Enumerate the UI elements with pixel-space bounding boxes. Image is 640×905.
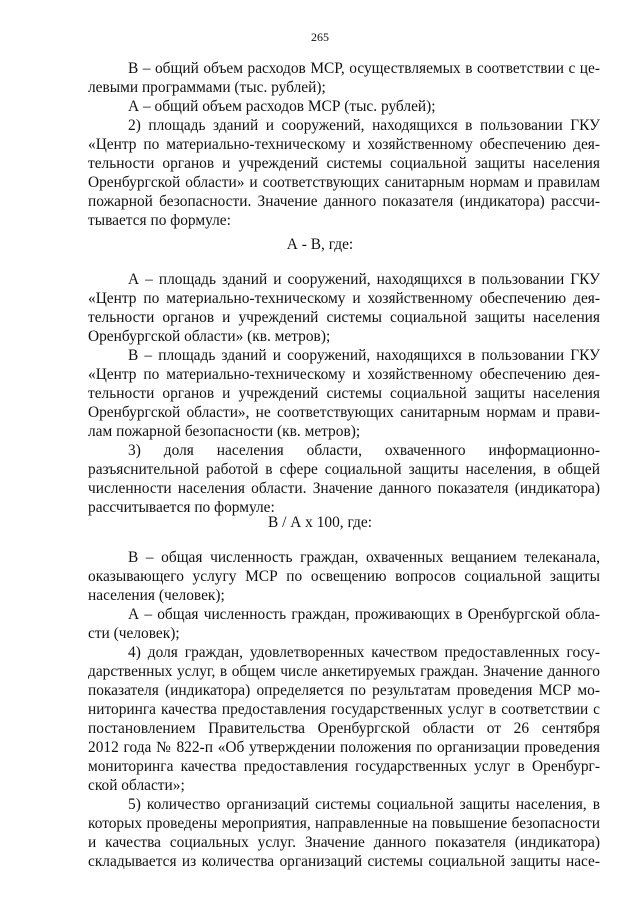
text-line: 4) доля граждан, удовлетворенных качеством предоставленных госу- xyxy=(128,644,600,661)
text-line: ской области»; xyxy=(88,777,185,794)
text-line: лам пожарной безопасности (кв. метров); xyxy=(88,423,361,440)
text-line: тельности органов и учреждений системы социальной защиты населения xyxy=(88,309,600,326)
text-line: тельности органов и учреждений системы социальной защиты населения xyxy=(88,385,600,402)
text-line: и качества социальных услуг. Значение данного показателя (индикатора) xyxy=(88,834,600,851)
text-line: А – площадь зданий и сооружений, находящихся в пользовании ГКУ xyxy=(128,271,600,288)
paragraph-block-3 xyxy=(88,548,600,871)
paragraph-block-2 xyxy=(88,270,600,517)
text-line: разъяснительной работой в сфере социальной защиты населения, в общей xyxy=(88,461,600,478)
text-line: В – общий объем расходов МСР, осуществляемых в соответствии с це- xyxy=(128,60,600,77)
text-line: дарственных услуг, в общем числе анкетируемых граждан. Значение данного xyxy=(88,663,600,680)
text-line: показателя (индикатора) определяется по результатам проведения МСР мо- xyxy=(88,682,600,699)
text-line: мониторинга качества предоставления государственных услуг в Оренбург- xyxy=(88,758,600,775)
text-line: складывается из количества организаций системы социальной защиты насе- xyxy=(88,853,600,870)
text-line: 2012 года № 822-п «Об утверждении положения по организации проведения xyxy=(88,739,600,756)
text-line: «Центр по материально-техническому и хозяйственному обеспечению дея- xyxy=(88,136,600,153)
text-line: В – площадь зданий и сооружений, находящихся в пользовании ГКУ xyxy=(128,347,600,364)
formula-1: А - В, где: xyxy=(286,236,354,253)
text-line: левыми программами (тыс. рублей); xyxy=(88,79,326,96)
text-line: А – общий объем расходов МСР (тыс. рублей); xyxy=(128,98,436,115)
text-line: тельности органов и учреждений системы социальной защиты населения xyxy=(88,155,600,172)
text-line: которых проведены мероприятия, направленные на повышение безопасности xyxy=(88,815,600,832)
text-line: оказывающего услугу МСР по освещению вопросов социальной защиты xyxy=(88,568,600,585)
text-line: тывается по формуле: xyxy=(88,212,231,229)
text-line: 3) доля населения области, охваченного информационно- xyxy=(128,442,600,459)
text-line: Оренбургской области» и соответствующих санитарным нормам и правилам xyxy=(88,174,600,191)
text-line: ниторинга качества предоставления государственных услуг в соответствии с xyxy=(88,701,600,718)
text-line: В – общая численность граждан, охваченных вещанием телеканала, xyxy=(128,549,600,566)
text-line: Оренбургской области», не соответствующих санитарным нормам и прави- xyxy=(88,404,600,421)
text-line: сти (человек); xyxy=(88,625,180,642)
paragraph-block-1 xyxy=(88,59,600,230)
text-line: рассчитывается по формуле: xyxy=(88,499,275,516)
text-line: пожарной безопасности. Значение данного показателя (индикатора) рассчи- xyxy=(88,193,600,210)
page-number: 265 xyxy=(311,30,329,44)
text-line: численности населения области. Значение данного показателя (индикатора) xyxy=(88,480,600,497)
text-line: населения (человек); xyxy=(88,587,225,604)
text-line: 5) количество организаций системы социальной защиты населения, в xyxy=(128,796,600,813)
text-line: Оренбургской области» (кв. метров); xyxy=(88,328,331,345)
text-line: «Центр по материально-техническому и хозяйственному обеспечению дея- xyxy=(88,366,600,383)
formula-2: В / А х 100, где: xyxy=(267,514,372,531)
text-line: А – общая численность граждан, проживающих в Оренбургской обла- xyxy=(128,606,600,623)
text-line: «Центр по материально-техническому и хозяйственному обеспечению дея- xyxy=(88,290,600,307)
text-line: 2) площадь зданий и сооружений, находящихся в пользовании ГКУ xyxy=(128,117,600,134)
text-line: постановлением Правительства Оренбургской области от 26 сентября xyxy=(88,720,600,737)
